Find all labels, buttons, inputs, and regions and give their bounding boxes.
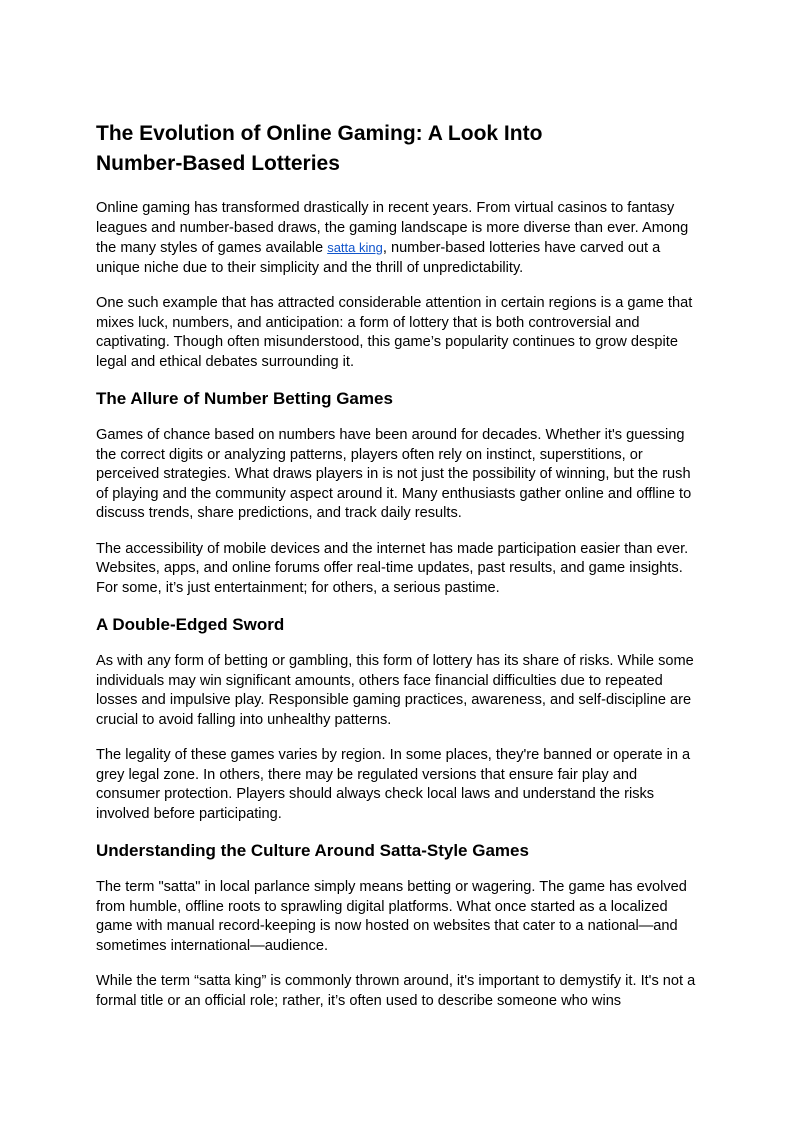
intro-text-after-link: , number-based lotteries have carved out a unique niche due to their simplicity and the thrill of unpredictability. [96,240,661,276]
section-heading-double-edged: A Double-Edged Sword [96,615,285,634]
document-title: The Evolution of Online Gaming: A Look Into Number-Based Lotteries [96,122,543,175]
culture-paragraph-2: While the term “satta king” is commonly thrown around, it's important to demystify it. It's not a formal title or an official role; rather, it’s often used to describe someone who wins [96,973,696,1009]
intro-paragraph-1 [96,199,699,278]
satta-king-link[interactable]: satta king [327,240,383,255]
section-heading-culture: Understanding the Culture Around Satta-Style Games [96,841,529,860]
allure-paragraph-1: Games of chance based on numbers have been around for decades. Whether it's guessing the correct digits or analyzing patterns, players often rely on instinct, superstitions, or perceived strategies. What draws players in is not just the possibility of winning, but the rush of playing and the community aspect around it. Many enthusiasts gather online and offline to discuss trends, share predictions, and track daily results. [96,427,692,521]
section-heading-allure: The Allure of Number Betting Games [96,389,393,408]
double-edged-paragraph-2: The legality of these games varies by region. In some places, they're banned or operate in a grey legal zone. In others, there may be regulated versions that ensure fair play and consumer protection. Players should always check local laws and understand the risks involved before participating. [96,747,691,822]
intro-text-before-link: Online gaming has transformed drastically in recent years. From virtual casinos to fantasy leagues and number-based draws, the gaming landscape is more diverse than ever. Among the many styles of games available [96,200,689,256]
double-edged-paragraph-1: As with any form of betting or gambling, this form of lottery has its share of risks. While some individuals may win significant amounts, others face financial difficulties due to repeated losses and impulsive play. Responsible gaming practices, awareness, and self-discipline are crucial to avoid falling into unhealthy patterns. [96,653,694,728]
culture-paragraph-1: The term "satta" in local parlance simply means betting or wagering. The game has evolved from humble, offline roots to sprawling digital platforms. What once started as a localized game with manual record-keeping is now hosted on websites that cater to a national—and sometimes international—audience. [96,879,687,954]
allure-paragraph-2: The accessibility of mobile devices and the internet has made participation easier than ever. Websites, apps, and online forums offer real-time updates, past results, and game insights. For some, it’s just entertainment; for others, a serious pastime. [96,540,689,596]
intro-paragraph-2: One such example that has attracted considerable attention in certain regions is a game that mixes luck, numbers, and anticipation: a form of lottery that is both controversial and captivating. Though often misunderstood, this game’s popularity continues to grow despite legal and ethical debates surrounding it. [96,295,693,370]
